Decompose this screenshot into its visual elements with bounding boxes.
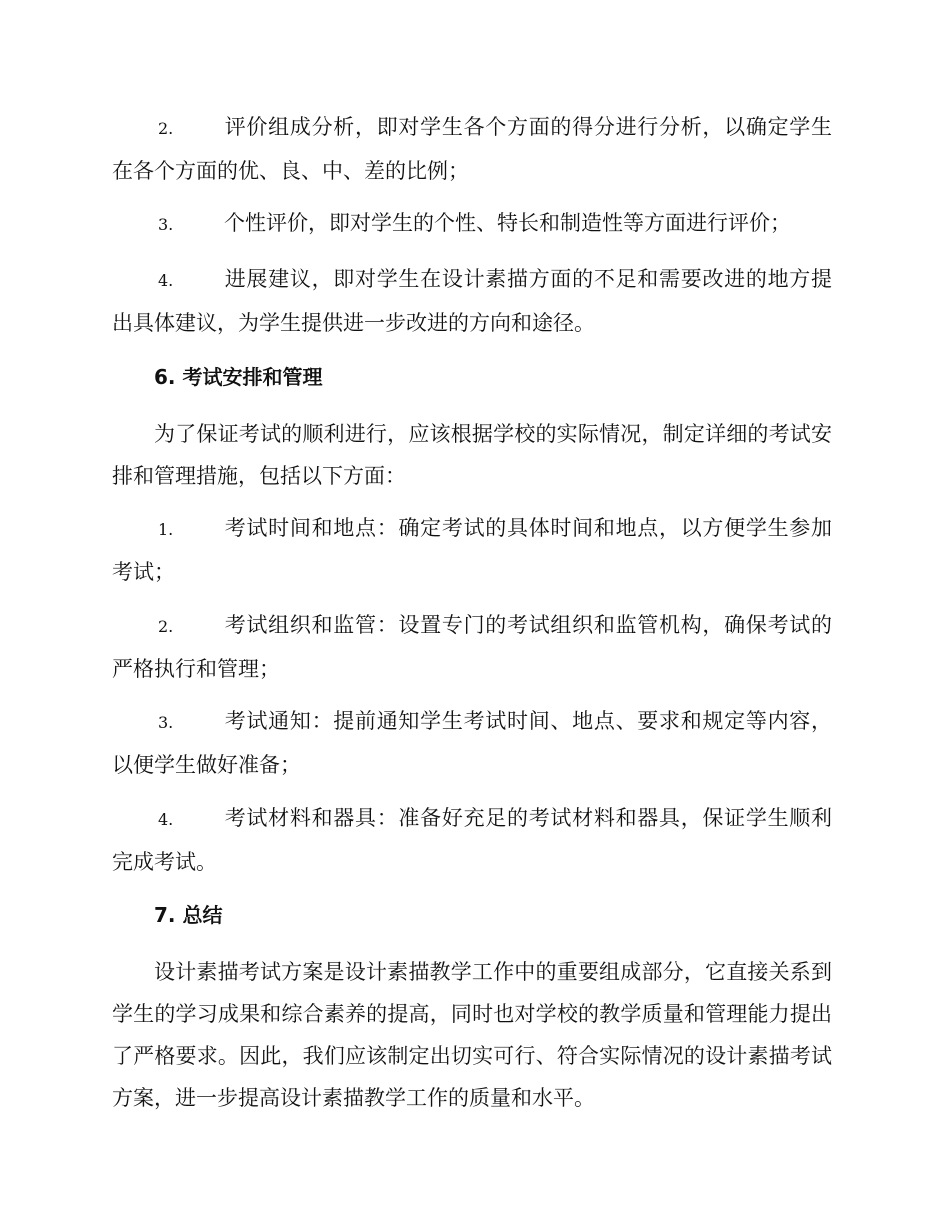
- list-text: 考试材料和器具：准备好充足的考试材料和器具，保证学生顺利完成考试。: [112, 806, 832, 874]
- list-item: [112, 507, 832, 593]
- list-text: 考试组织和监管：设置专门的考试组织和监管机构，确保考试的严格执行和管理；: [112, 613, 832, 681]
- list-item: [112, 797, 832, 883]
- list-number: 4.: [158, 810, 174, 829]
- list-item: [112, 258, 832, 344]
- section-heading: 6. 考试安排和管理: [154, 365, 323, 389]
- section-intro: 为了保证考试的顺利进行，应该根据学校的实际情况，制定详细的考试安排和管理措施，包括以下方面：: [112, 422, 832, 488]
- list-text: 考试通知：提前通知学生考试时间、地点、要求和规定等内容，以便学生做好准备；: [112, 709, 832, 777]
- list-text: 进展建议，即对学生在设计素描方面的不足和需要改进的地方提出具体建议，为学生提供进一步改进的方向和途径。: [112, 267, 832, 335]
- list-item: [112, 604, 832, 690]
- list-item: [112, 700, 832, 786]
- list-number: 1.: [158, 520, 174, 539]
- section-heading: 7. 总结: [154, 903, 223, 927]
- list-number: 2.: [158, 119, 174, 138]
- list-number: 3.: [158, 713, 174, 732]
- list-number: 3.: [158, 215, 174, 234]
- list-item: [112, 202, 832, 246]
- section-body: 设计素描考试方案是设计素描教学工作中的重要组成部分，它直接关系到学生的学习成果和综合素养的提高，同时也对学校的教学质量和管理能力提出了严格要求。因此，我们应该制定出切实可行、符合实际情况的设计素描考试方案，进一步提高设计素描教学工作的质量和水平。: [112, 960, 832, 1110]
- list-item: [112, 106, 832, 192]
- list-text: 个性评价，即对学生的个性、特长和制造性等方面进行评价；: [224, 211, 791, 235]
- list-text: 评价组成分析，即对学生各个方面的得分进行分析，以确定学生在各个方面的优、良、中、差的比例；: [112, 115, 832, 183]
- list-text: 考试时间和地点：确定考试的具体时间和地点，以方便学生参加考试；: [112, 516, 832, 584]
- list-number: 2.: [158, 617, 174, 636]
- list-number: 4.: [158, 271, 174, 290]
